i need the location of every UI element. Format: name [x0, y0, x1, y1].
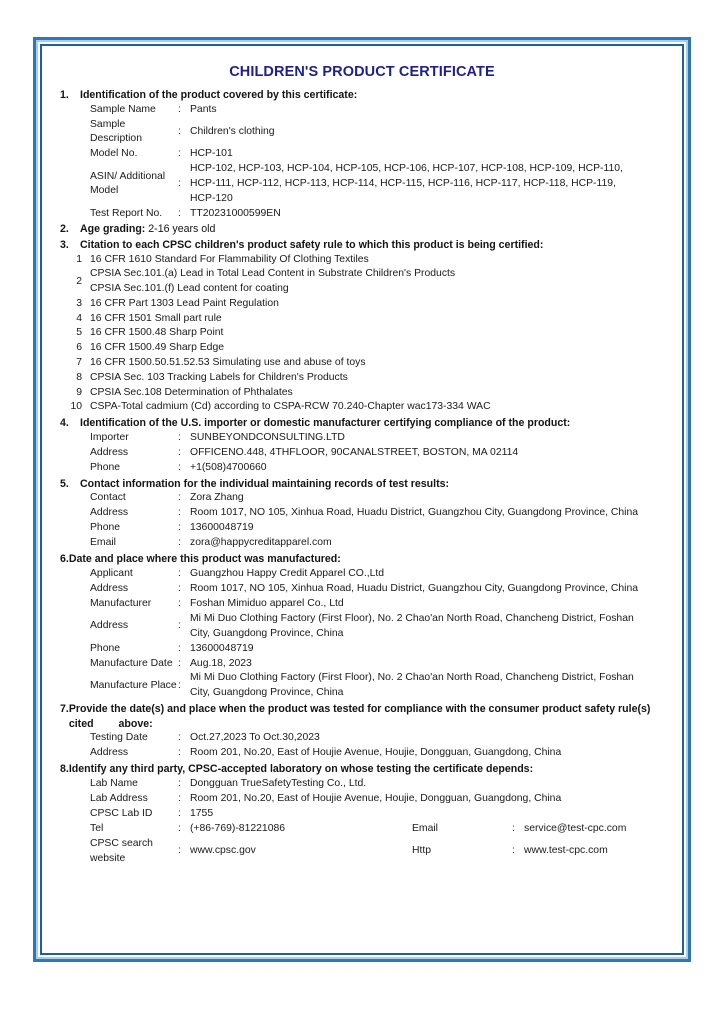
value-lab-address: Room 201, No.20, East of Houjie Avenue, Houjie, Dongguan, Guangdong, China: [190, 792, 562, 804]
colon: :: [178, 732, 181, 744]
label-contact-phone: Phone: [90, 522, 121, 534]
label-asin-additional-model: [60, 170, 178, 200]
label-sample-name: Sample Name: [90, 103, 156, 115]
section-title-7: [69, 702, 664, 731]
field-row-importer-address: [60, 446, 664, 461]
value-asin-additional-model: [190, 162, 664, 206]
citation-item: [60, 297, 664, 312]
field-row-sample-name: [60, 103, 664, 118]
field-row-manufacture-place: [60, 671, 664, 701]
value-manufacture-date: Aug.18, 2023: [190, 657, 252, 669]
label-http: Http: [412, 845, 432, 857]
value-applicant: Guangzhou Happy Credit Apparel CO.,Ltd: [190, 568, 385, 580]
colon: :: [178, 747, 181, 759]
section-number-7: 7.: [60, 702, 69, 715]
citation-number: 1: [76, 253, 82, 265]
address-line-1: Mi Mi Duo Clothing Factory (First Floor), No. 2 Chao'an North Road, Chancheng District, Foshan: [190, 612, 634, 624]
colon: :: [178, 431, 181, 443]
citation-number: 9: [76, 386, 82, 398]
label-asin-line1: ASIN/: [90, 170, 118, 182]
section-4-fields: [60, 431, 664, 476]
value-manufacturer-phone: 13600048719: [190, 642, 254, 654]
field-row-test-report-no: [60, 206, 664, 221]
colon: :: [512, 845, 515, 857]
label-testing-date: Testing Date: [90, 732, 148, 744]
citation-number: 5: [76, 327, 82, 339]
citation-item: [60, 356, 664, 371]
citation-item: [60, 386, 664, 401]
field-row-contact-phone: [60, 521, 664, 536]
colon: :: [178, 642, 181, 654]
value-lab-name: Dongguan TrueSafetyTesting Co., Ltd.: [190, 777, 367, 789]
age-grading-label: Age grading:: [80, 223, 146, 236]
citation-line: 16 CFR 1500.48 Sharp Point: [90, 327, 224, 339]
label-manufacture-place: Manufacture Place: [90, 679, 177, 691]
value-contact-phone: 13600048719: [190, 522, 254, 534]
value-manufacture-place: [190, 671, 664, 701]
colon: :: [178, 177, 181, 189]
value-importer: SUNBEYONDCONSULTING.LTD: [190, 431, 345, 443]
colon: :: [178, 777, 181, 789]
field-row-tel-email: [60, 822, 664, 837]
field-row-cpsc-lab-id: [60, 807, 664, 822]
citation-number: 6: [76, 342, 82, 354]
section-title-5: Contact information for the individual maintaining records of test results:: [80, 477, 450, 490]
field-row-applicant-address: [60, 582, 664, 597]
section-heading-6: [60, 552, 664, 567]
value-importer-phone: +1(508)4700660: [190, 461, 267, 473]
field-row-testing-address: [60, 746, 664, 761]
value-applicant-address: Room 1017, NO 105, Xinhua Road, Huadu District, Guangzhou City, Guangdong Province, China: [190, 583, 639, 595]
citation-item: [60, 371, 664, 386]
colon: :: [178, 845, 181, 857]
label-tel: Tel: [90, 822, 104, 834]
label-cpsc-search-line2: website: [90, 852, 126, 864]
citation-line: CPSIA Sec.101.(f) Lead content for coating: [90, 283, 289, 295]
citation-text: [90, 371, 664, 386]
value-sample-description: Children's clothing: [190, 125, 275, 137]
place-line-2: City, Guangdong Province, China: [190, 687, 344, 699]
label-contact-email: Email: [90, 537, 116, 549]
citation-text: [90, 341, 664, 356]
colon: :: [178, 598, 181, 610]
citation-text: [90, 326, 664, 341]
field-row-asin-additional-model: [60, 162, 664, 206]
colon: :: [178, 103, 181, 115]
section-heading-8: [60, 762, 664, 777]
colon: :: [178, 792, 181, 804]
colon: :: [178, 446, 181, 458]
citation-text: [90, 312, 664, 327]
section-number-4: 4.: [60, 417, 69, 430]
section-title-6: Date and place where this product was manufactured:: [68, 553, 341, 566]
citation-line: CSPA-Total cadmium (Cd) according to CSPA-RCW 70.240-Chapter wac173-334 WAC: [90, 401, 491, 413]
colon: :: [178, 679, 181, 691]
colon: :: [178, 657, 181, 669]
colon: :: [178, 822, 181, 834]
section-number-5: 5.: [60, 477, 69, 490]
section-number-1: 1.: [60, 89, 69, 101]
section-heading-4: [60, 416, 664, 431]
label-importer-address: Address: [90, 446, 129, 458]
section-number-8: 8.: [60, 763, 69, 776]
label-applicant-address: Address: [90, 583, 129, 595]
asin-line-3: HCP-120: [190, 192, 233, 204]
citation-line: 16 CFR 1500.50.51.52.53 Simulating use and abuse of toys: [90, 357, 366, 369]
section-heading-3: [60, 238, 664, 253]
label-manufacturer-address: Address: [90, 620, 129, 632]
value-importer-address: OFFICENO.448, 4THFLOOR, 90CANALSTREET, BOSTON, MA 02114: [190, 446, 519, 458]
colon: :: [512, 822, 515, 834]
field-row-sample-description: [60, 118, 664, 148]
section-7-title-line1: Provide the date(s) and place when the product was tested for compliance with the consumer product safety rule(s) cited: [68, 702, 651, 730]
value-testing-date: Oct.27,2023 To Oct.30,2023: [190, 732, 320, 744]
section-heading-5: [60, 477, 664, 492]
section-6-fields: [60, 567, 664, 701]
colon: :: [178, 537, 181, 549]
section-7-fields: [60, 731, 664, 761]
colon: :: [178, 568, 181, 580]
section-5-fields: [60, 491, 664, 551]
field-row-cpsc-website-http: [60, 837, 664, 867]
label-cpsc-search-website: [60, 837, 178, 867]
field-row-contact: [60, 491, 664, 506]
field-row-manufacturer-address: [60, 612, 664, 642]
label-importer: Importer: [90, 431, 129, 443]
section-7-title-line2: above:: [118, 717, 153, 730]
colon: :: [178, 148, 181, 160]
colon: :: [178, 461, 181, 473]
colon: :: [178, 492, 181, 504]
label-cpsc-search-line1: CPSC search: [90, 837, 153, 849]
label-manufacturer-phone: Phone: [90, 642, 121, 654]
value-contact-email: zora@happycreditapparel.com: [190, 537, 332, 549]
citation-number: 7: [76, 357, 82, 369]
value-manufacturer: Foshan Mimiduo apparel Co., Ltd: [190, 598, 344, 610]
value-tel: (+86-769)-81221086: [190, 822, 286, 834]
label-contact: Contact: [90, 492, 126, 504]
citation-line: 16 CFR Part 1303 Lead Paint Regulation: [90, 297, 279, 309]
citation-number: 3: [76, 297, 82, 309]
section-number-2: 2.: [60, 223, 69, 236]
citation-number: 2: [76, 275, 82, 287]
field-row-manufacture-date: [60, 656, 664, 671]
citation-line: CPSIA Sec.101.(a) Lead in Total Lead Content in Substrate Children's Products: [90, 268, 456, 280]
citation-item: [60, 400, 664, 415]
section-heading-1: [60, 88, 664, 103]
label-contact-address: Address: [90, 507, 129, 519]
citation-line: 16 CFR 1610 Standard For Flammability Of Clothing Textiles: [90, 253, 369, 265]
colon: :: [178, 125, 181, 137]
citation-number: 10: [70, 401, 82, 413]
value-test-report-no: TT20231000599EN: [190, 207, 281, 219]
section-heading-2: [60, 222, 664, 237]
citation-number: 4: [76, 312, 82, 324]
citation-text: [90, 386, 664, 401]
field-row-applicant: [60, 567, 664, 582]
citation-text: [90, 253, 664, 268]
certificate-page: [44, 48, 680, 951]
section-8-fields: [60, 777, 664, 867]
label-model-no: Model No.: [90, 148, 138, 160]
section-number-6: 6.: [60, 553, 69, 566]
citation-item: [60, 267, 664, 297]
section-title-4: Identification of the U.S. importer or domestic manufacturer certifying compliance of the product:: [80, 417, 571, 430]
colon: :: [178, 522, 181, 534]
label-cpsc-lab-id: CPSC Lab ID: [90, 807, 153, 819]
value-contact: Zora Zhang: [190, 492, 244, 504]
label-lab-address: Lab Address: [90, 792, 148, 804]
value-http: www.test-cpc.com: [524, 845, 608, 857]
label-sample-description: Sample Description: [90, 118, 142, 145]
section-heading-7: [60, 702, 664, 731]
citation-item: [60, 253, 664, 268]
label-asin-line2: Additional Model: [90, 170, 166, 197]
colon: :: [178, 583, 181, 595]
field-row-manufacturer-phone: [60, 641, 664, 656]
value-email: service@test-cpc.com: [524, 822, 627, 834]
asin-line-2: HCP-111, HCP-112, HCP-113, HCP-114, HCP-115, HCP-116, HCP-117, HCP-118, HCP-119,: [190, 177, 616, 189]
field-row-lab-address: [60, 792, 664, 807]
section-title-8: Identify any third party, CPSC-accepted laboratory on whose testing the certificate depends:: [68, 763, 534, 776]
citation-line: 16 CFR 1500.49 Sharp Edge: [90, 342, 225, 354]
section-title-1: Identification of the product covered by this certificate:: [80, 89, 358, 101]
section-title-3: Citation to each CPSC children's product safety rule to which this product is being certified:: [80, 239, 544, 252]
colon: :: [178, 620, 181, 632]
value-cpsc-lab-id: 1755: [190, 807, 214, 819]
citation-item: [60, 326, 664, 341]
place-line-1: Mi Mi Duo Clothing Factory (First Floor), No. 2 Chao'an North Road, Chancheng District, Foshan: [190, 672, 634, 684]
colon: :: [178, 207, 181, 219]
label-test-report-no: Test Report No.: [90, 207, 163, 219]
label-lab-name: Lab Name: [90, 777, 138, 789]
field-row-manufacturer: [60, 597, 664, 612]
citation-line: CPSIA Sec. 103 Tracking Labels for Children's Products: [90, 371, 348, 383]
value-cpsc-search-website: www.cpsc.gov: [190, 845, 256, 857]
asin-line-1: HCP-102, HCP-103, HCP-104, HCP-105, HCP-106, HCP-107, HCP-108, HCP-109, HCP-110,: [190, 163, 623, 175]
citation-number: 8: [76, 371, 82, 383]
label-manufacture-date: Manufacture Date: [90, 657, 173, 669]
value-contact-address: Room 1017, NO 105, Xinhua Road, Huadu District, Guangzhou City, Guangdong Province, China: [190, 507, 639, 519]
label-importer-phone: Phone: [90, 461, 121, 473]
label-testing-address: Address: [90, 747, 129, 759]
citation-text: [90, 356, 664, 371]
field-row-contact-address: [60, 506, 664, 521]
citation-text: [90, 267, 664, 297]
field-row-importer: [60, 431, 664, 446]
field-row-testing-date: [60, 731, 664, 746]
value-testing-address: Room 201, No.20, East of Houjie Avenue, Houjie, Dongguan, Guangdong, China: [190, 747, 562, 759]
section-number-3: 3.: [60, 239, 69, 252]
label-email: Email: [412, 822, 438, 834]
age-grading-value: 2-16 years old: [145, 223, 216, 236]
label-manufacturer: Manufacturer: [90, 598, 152, 610]
field-row-lab-name: [60, 777, 664, 792]
value-sample-name: Pants: [190, 103, 217, 115]
section-1-fields: [60, 103, 664, 222]
colon: :: [178, 807, 181, 819]
citation-item: [60, 312, 664, 327]
citation-line: 16 CFR 1501 Small part rule: [90, 312, 222, 324]
field-row-importer-phone: [60, 461, 664, 476]
field-row-model-no: [60, 147, 664, 162]
value-model-no: HCP-101: [190, 148, 233, 160]
citation-item: [60, 341, 664, 356]
citation-line: CPSIA Sec.108 Determination of Phthalates: [90, 386, 293, 398]
section-title-2: [80, 222, 664, 237]
page-title: CHILDREN'S PRODUCT CERTIFICATE: [229, 64, 495, 80]
address-line-2: City, Guangdong Province, China: [190, 627, 344, 639]
field-row-contact-email: [60, 536, 664, 551]
value-manufacturer-address: [190, 612, 664, 642]
label-applicant: Applicant: [90, 568, 133, 580]
citation-list: [60, 253, 664, 415]
citation-text: [90, 400, 664, 415]
colon: :: [178, 507, 181, 519]
citation-text: [90, 297, 664, 312]
